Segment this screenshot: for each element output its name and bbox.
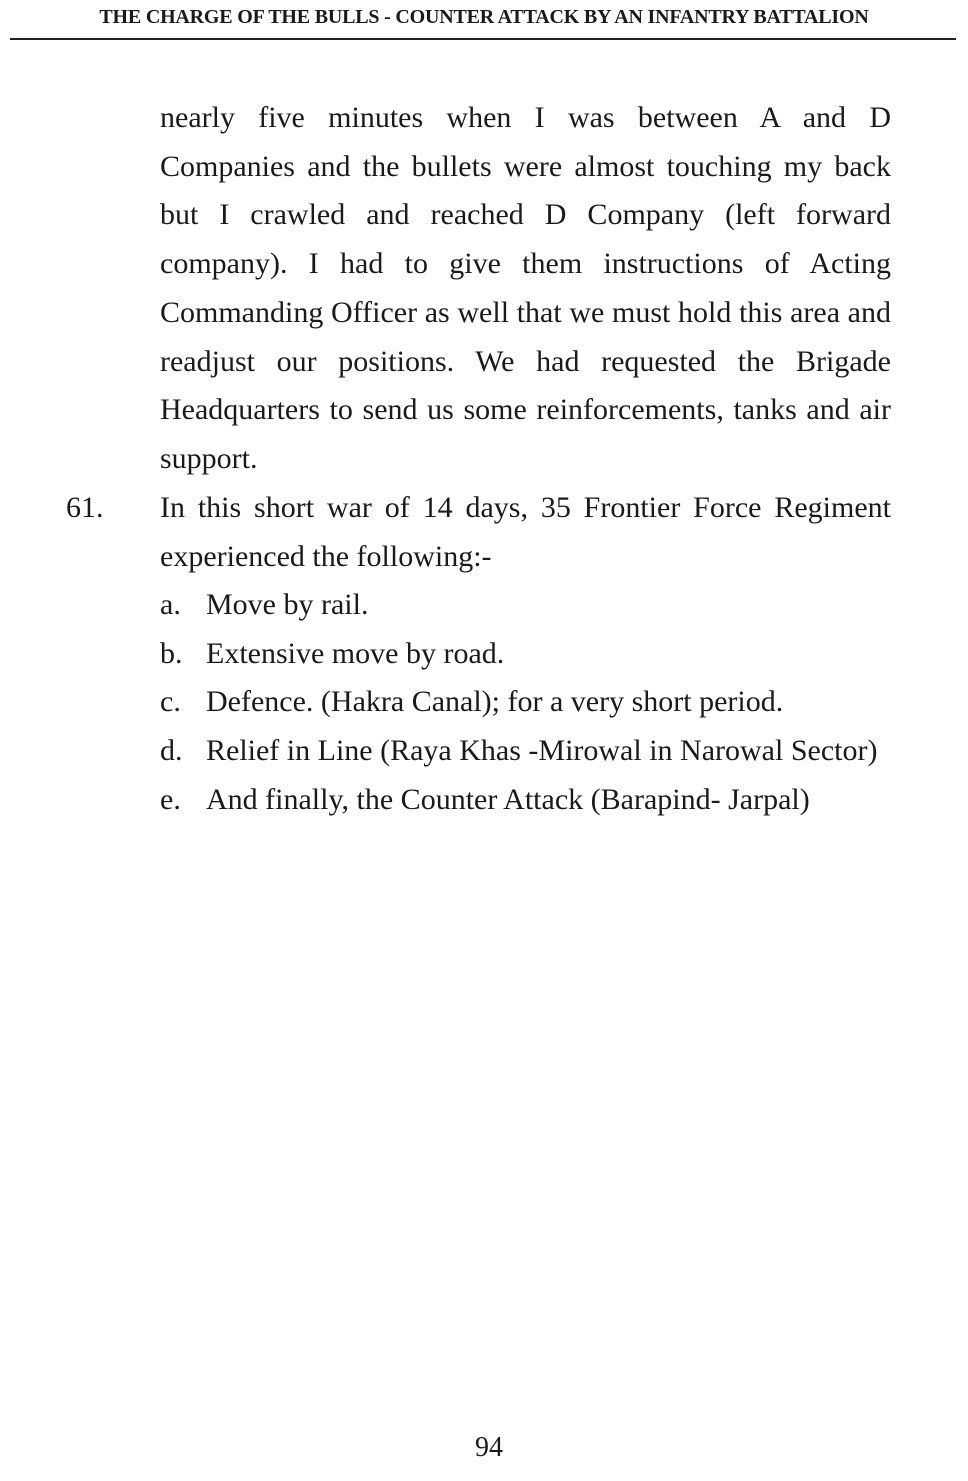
list-item-text: Move by rail. — [206, 588, 369, 621]
list-item — [160, 581, 891, 630]
list-item-text: Relief in Line (Raya Khas -Mirowal in Narowal Sector) — [206, 734, 878, 768]
list-item — [160, 630, 891, 679]
experience-list — [160, 581, 891, 825]
list-item-text: Defence. (Hakra Canal); for a very short period. — [206, 685, 784, 719]
page-number: 94 — [475, 1432, 503, 1463]
list-marker: d. — [160, 734, 183, 768]
list-item — [160, 678, 891, 727]
running-header: THE CHARGE OF THE BULLS - COUNTER ATTACK BY AN INFANTRY BATTALION — [99, 6, 869, 28]
list-marker: e. — [160, 782, 181, 816]
list-item-text: And finally, the Counter Attack (Barapind- Jarpal) — [206, 782, 810, 816]
list-marker: a. — [160, 588, 181, 621]
header-rule — [10, 38, 956, 40]
list-marker: b. — [160, 636, 183, 670]
paragraph-61-text: In this short war of 14 days, 35 Frontier Force Regiment experienced the following:- — [160, 491, 891, 573]
paragraph-number: 61. — [66, 491, 104, 524]
list-item — [160, 776, 891, 825]
continued-paragraph: nearly five minutes when I was between A and D Companies and the bullets were almost touching my back but I crawled and reached D Company (left forward company). I had to give them instructions of Acting Commanding Officer as well that we must hold this area and readjust our positions. We had requested the Brigade Headquarters to send us some reinforcements, tanks and air support. — [160, 101, 891, 475]
list-item — [160, 727, 891, 776]
list-item-text: Extensive move by road. — [206, 636, 505, 670]
list-marker: c. — [160, 685, 181, 719]
